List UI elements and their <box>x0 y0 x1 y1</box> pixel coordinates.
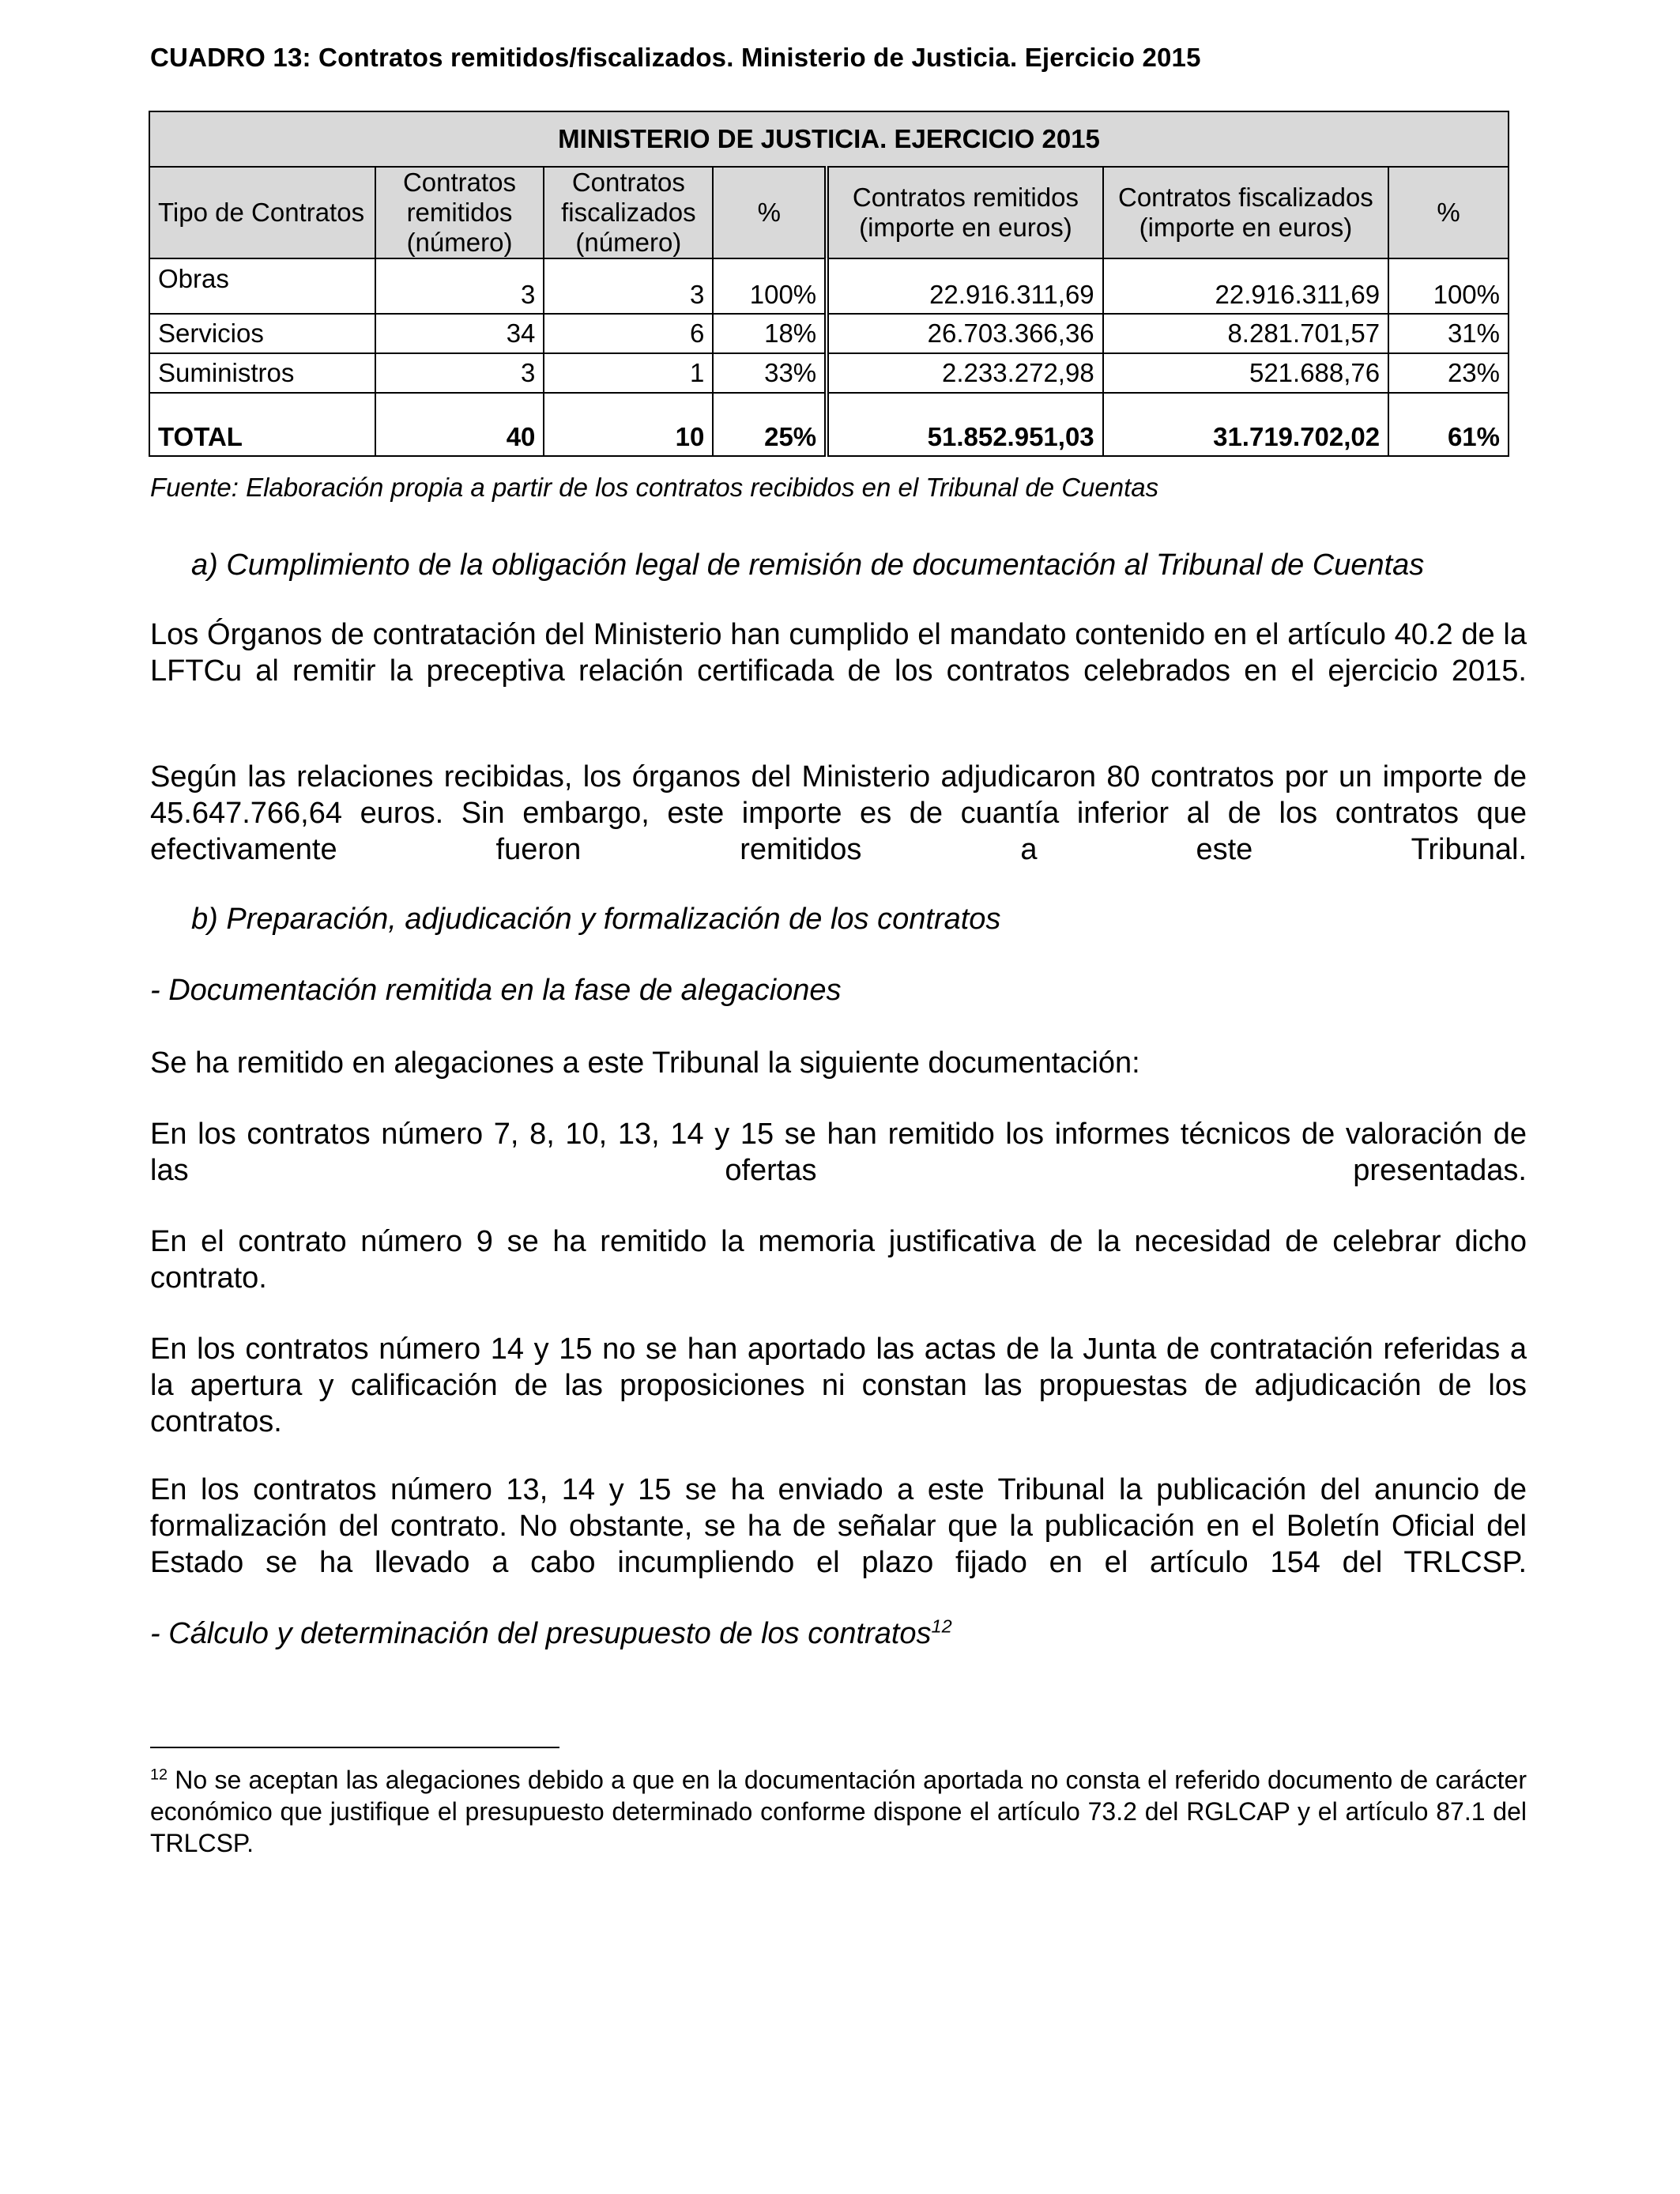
table-source-note: Fuente: Elaboración propia a partir de los contratos recibidos en el Tribunal de Cuentas <box>150 473 1159 502</box>
table-cell: 31.719.702,02 <box>1103 393 1388 456</box>
table-row <box>149 314 1509 353</box>
table-cell: 3 <box>544 258 713 314</box>
footnote-divider <box>150 1747 559 1748</box>
table-cell: 26.703.366,36 <box>827 314 1103 353</box>
table-banner-row <box>149 111 1509 167</box>
table-cell: 3 <box>375 353 544 393</box>
table-cell: Obras <box>149 258 375 314</box>
table-cell: 31% <box>1388 314 1509 353</box>
table-cell: 521.688,76 <box>1103 353 1388 393</box>
table-cell: 1 <box>544 353 713 393</box>
table-cell: 33% <box>713 353 827 393</box>
table-cell: Suministros <box>149 353 375 393</box>
table-cell: 51.852.951,03 <box>827 393 1103 456</box>
table-cell: 100% <box>1388 258 1509 314</box>
table-total-row <box>149 393 1509 456</box>
contracts-table <box>149 111 1509 457</box>
section-heading-a: a) Cumplimiento de la obligación legal de remisión de documentación al Tribunal de Cuentas <box>191 548 1425 582</box>
column-header: Contratos remitidos (número) <box>375 167 544 258</box>
table-cell: 23% <box>1388 353 1509 393</box>
column-header: Contratos fiscalizados (número) <box>544 167 713 258</box>
column-header: % <box>1388 167 1509 258</box>
table-cell: 61% <box>1388 393 1509 456</box>
subheading: - Documentación remitida en la fase de alegaciones <box>150 974 842 1007</box>
column-header: Contratos remitidos (importe en euros) <box>827 167 1103 258</box>
column-header: Tipo de Contratos <box>149 167 375 258</box>
table-cell: 22.916.311,69 <box>1103 258 1388 314</box>
footnote-number: 12 <box>150 1766 168 1784</box>
table-caption: CUADRO 13: Contratos remitidos/fiscalizados. Ministerio de Justicia. Ejercicio 2015 <box>150 43 1201 72</box>
paragraph: En los contratos número 13, 14 y 15 se ha enviado a este Tribunal la publicación del anuncio de formalización del contrato. No obstante, se ha de señalar que la publicación en el Boletín Oficial del Estado se ha llevado a cabo incumpliendo el plazo fijado en el artículo 154 del TRLCSP. <box>150 1473 1527 1579</box>
subheading: - Cálculo y determinación del presupuesto de los contratos$^{12}$ <box>150 1615 952 1650</box>
footnote-reference: 12 <box>931 1615 952 1637</box>
table-cell: 18% <box>713 314 827 353</box>
column-header: Contratos fiscalizados (importe en euros) <box>1103 167 1388 258</box>
table-banner: MINISTERIO DE JUSTICIA. EJERCICIO 2015 <box>149 111 1509 167</box>
footnote: $^{12}$ No se aceptan las alegaciones debido a que en la documentación aportada no consta el referido documento de carácter económico que justifique el presupuesto determinado conforme dispone el artículo 73.2 del RGLCAP y el artículo 87.1 del TRLCSP. <box>150 1766 1527 1857</box>
table-cell: Servicios <box>149 314 375 353</box>
table-cell: 25% <box>713 393 827 456</box>
table-cell: 40 <box>375 393 544 456</box>
table-cell: 100% <box>713 258 827 314</box>
table-cell: 3 <box>375 258 544 314</box>
table-cell: 2.233.272,98 <box>827 353 1103 393</box>
table-cell: 22.916.311,69 <box>827 258 1103 314</box>
paragraph: En el contrato número 9 se ha remitido la memoria justificativa de la necesidad de celebrar dicho contrato. <box>150 1225 1527 1295</box>
column-header: % <box>713 167 827 258</box>
table-cell: TOTAL <box>149 393 375 456</box>
table-row <box>149 353 1509 393</box>
paragraph: En los contratos número 14 y 15 no se han aportado las actas de la Junta de contratación referidas a la apertura y calificación de las proposiciones ni constan las propuestas de adjudicación de los contratos. <box>150 1333 1527 1438</box>
section-heading-b: b) Preparación, adjudicación y formalización de los contratos <box>191 903 1001 936</box>
table-cell: 6 <box>544 314 713 353</box>
table-row <box>149 258 1509 314</box>
paragraph: Los Órganos de contratación del Ministerio han cumplido el mandato contenido en el artículo 40.2 de la LFTCu al remitir la preceptiva relación certificada de los contratos celebrados en el ejercicio 2015. <box>150 618 1527 688</box>
paragraph: Se ha remitido en alegaciones a este Tribunal la siguiente documentación: <box>150 1046 1140 1080</box>
paragraph: Según las relaciones recibidas, los órganos del Ministerio adjudicaron 80 contratos por un importe de 45.647.766,64 euros. Sin embargo, este importe es de cuantía inferior al de los contratos que efectivamente fueron remitidos a este Tribunal. <box>150 760 1527 866</box>
table-cell: 8.281.701,57 <box>1103 314 1388 353</box>
table-cell: 34 <box>375 314 544 353</box>
table-cell: 10 <box>544 393 713 456</box>
paragraph: En los contratos número 7, 8, 10, 13, 14 y 15 se han remitido los informes técnicos de valoración de las ofertas presentadas. <box>150 1118 1527 1187</box>
table-header-row <box>149 167 1509 258</box>
